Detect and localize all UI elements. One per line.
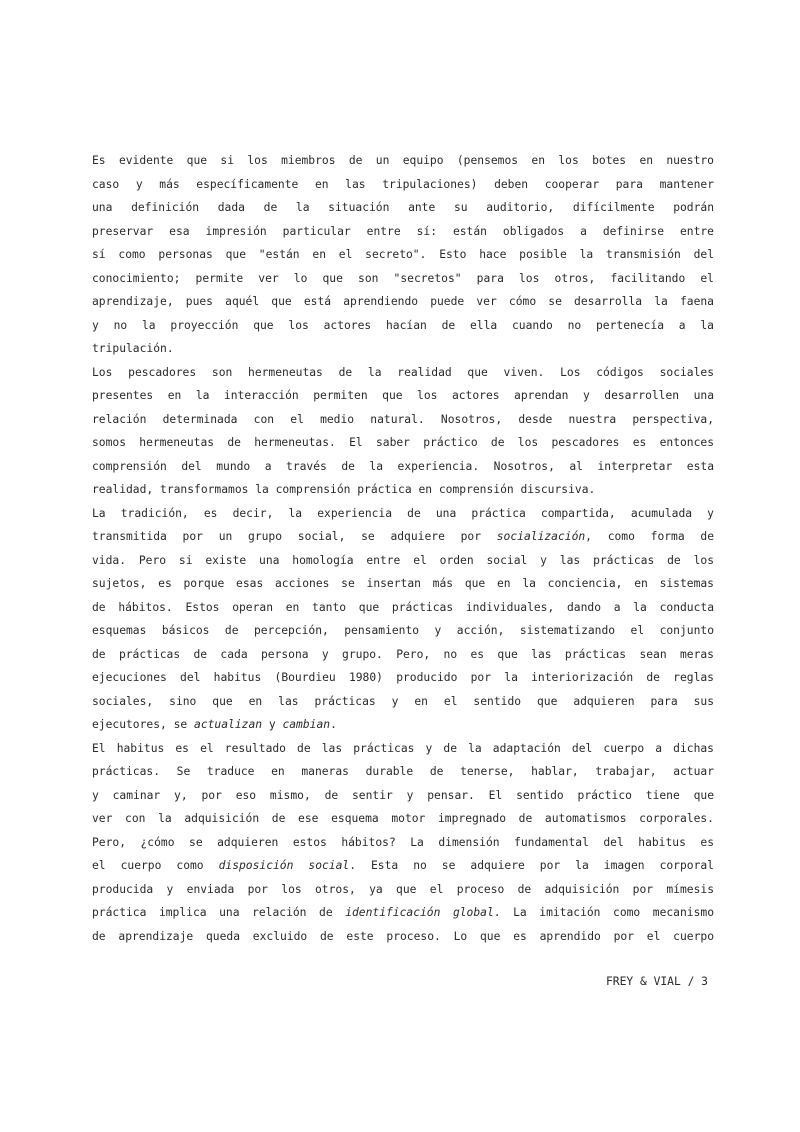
text-line — [92, 220, 714, 244]
text-segment: realidad, transformamos la comprensión práctica en comprensión discursiva. — [92, 483, 596, 496]
text-segment: El habitus es el resultado de las prácticas y de la adaptación del cuerpo a dichas — [92, 741, 714, 755]
text-line — [92, 478, 714, 502]
paragraph — [92, 737, 714, 949]
text-segment: producida y enviada por los otros, ya que el proceso de adquisición por mímesis — [92, 882, 714, 896]
text-line — [92, 267, 714, 291]
text-line — [92, 149, 714, 173]
text-line — [92, 878, 714, 902]
text-line — [92, 384, 714, 408]
text-line — [92, 196, 714, 220]
italic-text: actualizan — [194, 718, 263, 731]
text-segment: tripulación. — [92, 342, 174, 355]
text-line — [92, 549, 714, 573]
text-line — [92, 925, 714, 949]
text-segment: de aprendizaje queda excluido de este proceso. Lo que es aprendido por el cuerpo — [92, 929, 714, 943]
text-segment: conocimiento; permite ver lo que son "secretos" para los otros, facilitando el — [92, 271, 714, 285]
text-line — [92, 290, 714, 314]
italic-text: cambian — [282, 718, 331, 731]
text-segment: sociales, sino que en las prácticas y en el sentido que adquieren para sus — [92, 694, 714, 708]
text-segment: ver con la adquisición de ese esquema motor impregnado de automatismos corporales. — [92, 812, 714, 825]
text-line — [92, 525, 714, 549]
text-segment: práctica implica una relación de — [92, 906, 346, 919]
text-segment: de hábitos. Estos operan en tanto que prácticas individuales, dando a la conducta — [92, 600, 714, 614]
text-segment: sí como personas que "están en el secreto". Esto hace posible la transmisión del — [92, 248, 714, 261]
text-segment: prácticas. Se traduce en maneras durable de tenerse, hablar, trabajar, actuar — [92, 765, 714, 778]
page-footer: FREY & VIAL / 3 — [605, 975, 708, 988]
text-line — [92, 619, 714, 643]
italic-text: disposición social — [218, 859, 350, 872]
text-line — [92, 760, 714, 784]
text-segment: vida. Pero si existe una homología entre el orden social y las prácticas de los — [92, 553, 714, 567]
text-segment: . — [330, 718, 337, 731]
text-segment: y — [262, 718, 283, 731]
text-line — [92, 502, 714, 526]
paragraph — [92, 149, 714, 361]
text-line — [92, 173, 714, 197]
text-line — [92, 431, 714, 455]
text-segment: de prácticas de cada persona y grupo. Pero, no es que las prácticas sean meras — [92, 647, 714, 661]
text-line — [92, 690, 714, 714]
text-line — [92, 666, 714, 690]
text-line — [92, 314, 714, 338]
text-segment: preservar esa impresión particular entre sí: están obligados a definirse entre — [92, 224, 714, 238]
text-segment: Los pescadores son hermeneutas de la realidad que viven. Los códigos sociales — [92, 365, 714, 379]
text-line — [92, 831, 714, 855]
text-line — [92, 455, 714, 479]
text-segment: ejecuciones del habitus (Bourdieu 1980) producido por la interiorización de reglas — [92, 671, 714, 684]
text-segment: transmitida por un grupo social, se adquiere por — [92, 530, 497, 543]
text-segment: ejecutores, se — [92, 718, 195, 731]
text-line — [92, 737, 714, 761]
text-segment: caso y más específicamente en las tripulaciones) deben cooperar para mantener — [92, 177, 714, 191]
text-segment: Pero, ¿cómo se adquieren estos hábitos? La dimensión fundamental del habitus es — [92, 835, 714, 849]
text-segment: somos hermeneutas de hermeneutas. El saber práctico de los pescadores es entonces — [92, 436, 714, 449]
text-segment: . La imitación como mecanismo — [493, 906, 714, 919]
text-line — [92, 807, 714, 831]
text-segment: una definición dada de la situación ante su auditorio, difícilmente podrán — [92, 201, 714, 214]
text-segment: y caminar y, por eso mismo, de sentir y pensar. El sentido práctico tiene que — [92, 788, 714, 802]
text-segment: relación determinada con el medio natural. Nosotros, desde nuestra perspectiva, — [92, 412, 714, 426]
text-segment: , como forma de — [585, 530, 714, 543]
text-segment: aprendizaje, pues aquél que está aprendiendo puede ver cómo se desarrolla la faena — [92, 295, 714, 308]
text-segment: esquemas básicos de percepción, pensamiento y acción, sistematizando el conjunto — [92, 624, 714, 637]
text-line — [92, 572, 714, 596]
text-line — [92, 901, 714, 925]
text-line — [92, 361, 714, 385]
body-text — [92, 149, 714, 948]
text-line — [92, 713, 714, 737]
paragraph — [92, 502, 714, 737]
text-segment: y no la proyección que los actores hacían de ella cuando no pertenecía a la — [92, 318, 714, 332]
italic-text: socialización — [496, 530, 586, 543]
text-segment: sujetos, es porque esas acciones se insertan más que en la conciencia, en sistemas — [92, 577, 714, 590]
text-segment: presentes en la interacción permiten que los actores aprendan y desarrollen una — [92, 389, 714, 402]
italic-text: identificación global — [345, 906, 494, 919]
text-segment: Es evidente que si los miembros de un equipo (pensemos en los botes en nuestro — [92, 154, 714, 167]
text-line — [92, 408, 714, 432]
paragraph — [92, 361, 714, 502]
text-line — [92, 643, 714, 667]
text-segment: comprensión del mundo a través de la experiencia. Nosotros, al interpretar esta — [92, 459, 714, 473]
text-line — [92, 243, 714, 267]
text-line — [92, 784, 714, 808]
text-segment: . Esta no se adquiere por la imagen corporal — [349, 859, 714, 872]
text-segment: La tradición, es decir, la experiencia de una práctica compartida, acumulada y — [92, 506, 714, 520]
text-segment: el cuerpo como — [92, 859, 219, 872]
text-line — [92, 596, 714, 620]
text-line — [92, 854, 714, 878]
text-line — [92, 337, 714, 361]
